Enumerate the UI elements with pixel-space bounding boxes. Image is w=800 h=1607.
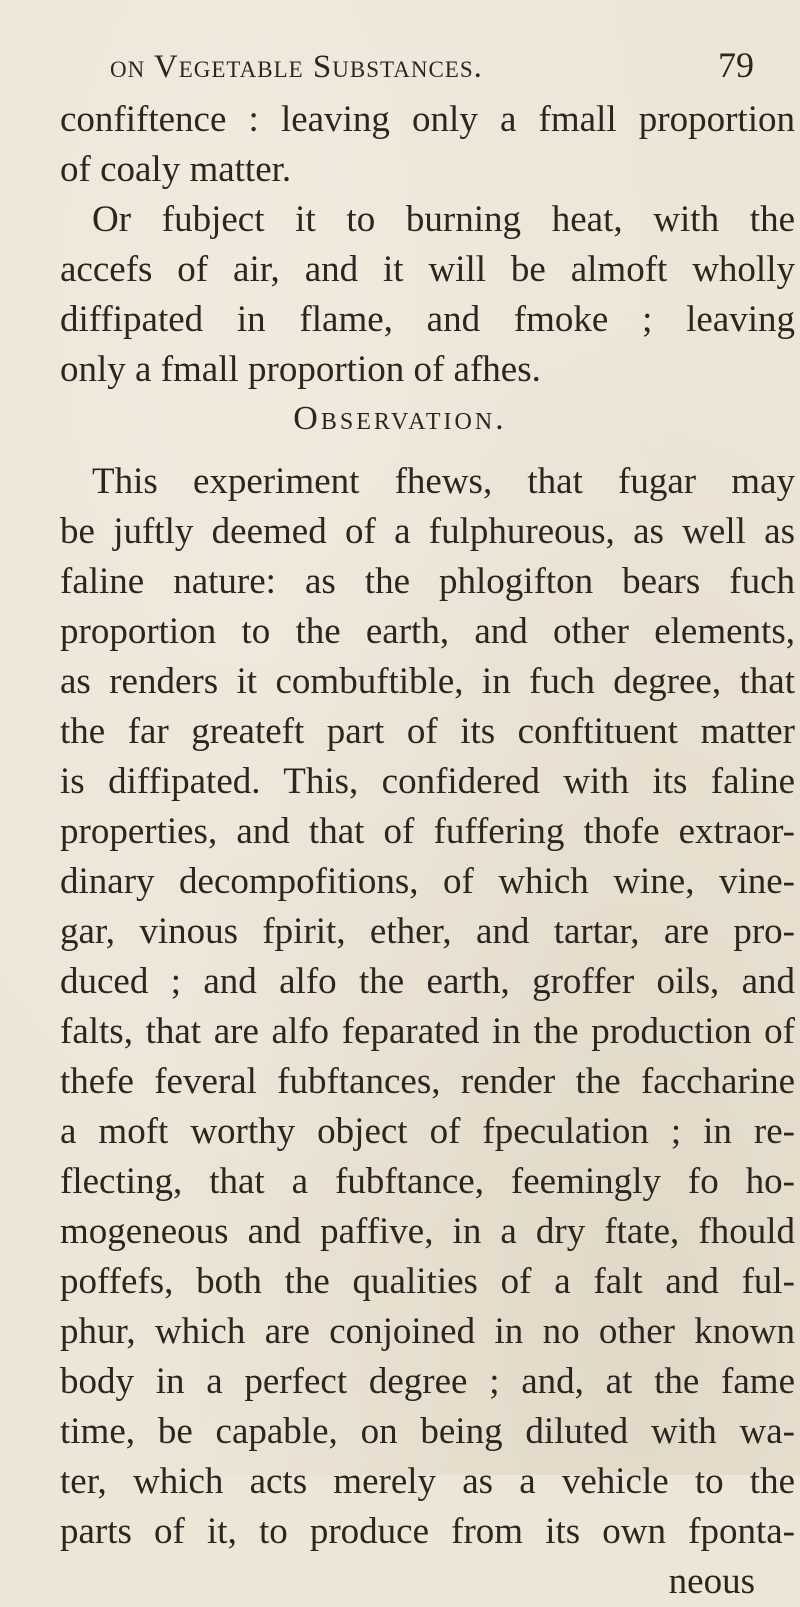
text-line: phur, which are conjoined in no other known [60, 1311, 795, 1352]
text-line: duced ; and alfo the earth, groffer oils, and [60, 961, 795, 1002]
text-line: a moft worthy object of fpeculation ; in re- [60, 1111, 795, 1152]
text-line: poffefs, both the qualities of a falt and ful- [60, 1261, 795, 1302]
observation-paragraph [60, 457, 795, 1607]
text-line: ter, which acts merely as a vehicle to the [60, 1461, 795, 1502]
text-line: is diffipated. This, confidered with its faline [60, 761, 795, 802]
catchword: neous [668, 1561, 755, 1602]
text-line: falts, that are alfo feparated in the production of [60, 1011, 795, 1052]
text-block-top [60, 95, 795, 395]
text-line: properties, and that of fuffering thofe extraor- [60, 811, 795, 852]
text-line: proportion to the earth, and other elements, [60, 611, 795, 652]
text-line: Or fubject it to burning heat, with the [92, 199, 795, 240]
text-line: only a fmall proportion of afhes. [60, 349, 541, 390]
section-heading: Observation. [293, 400, 507, 437]
text-line: dinary decompofitions, of which wine, vine- [60, 861, 795, 902]
text-line: thefe feveral fubftances, render the faccharine [60, 1061, 795, 1102]
text-line: faline nature: as the phlogifton bears fuch [60, 561, 795, 602]
text-line: accefs of air, and it will be almoft wholly [60, 249, 795, 290]
running-title: on Vegetable Substances. [110, 49, 483, 85]
text-line: gar, vinous fpirit, ether, and tartar, are pro- [60, 911, 795, 952]
text-line: be juftly deemed of a fulphureous, as well as [60, 511, 795, 552]
text-line: confiftence : leaving only a fmall proportion [60, 99, 795, 140]
page-number: 79 [718, 45, 754, 85]
text-line: time, be capable, on being diluted with wa- [60, 1411, 795, 1452]
text-line: body in a perfect degree ; and, at the fame [60, 1361, 795, 1402]
text-line: flecting, that a fubftance, feemingly fo ho- [60, 1161, 795, 1202]
text-line: as renders it combuftible, in fuch degree, that [60, 661, 795, 702]
running-header [64, 44, 754, 88]
text-line: the far greateft part of its conftituent matter [60, 711, 795, 752]
text-line: mogeneous and paffive, in a dry ftate, fhould [60, 1211, 795, 1252]
text-line: of coaly matter. [60, 149, 292, 190]
text-line: parts of it, to produce from its own fponta- [60, 1511, 795, 1552]
text-line: This experiment fhews, that fugar may [92, 461, 795, 502]
text-line: diffipated in flame, and fmoke ; leaving [60, 299, 795, 340]
